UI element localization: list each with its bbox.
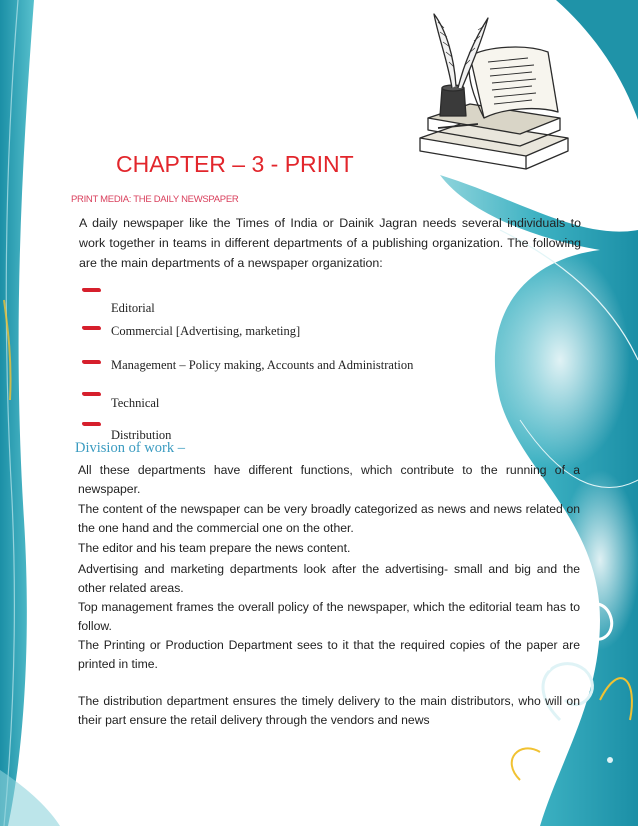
body-paragraph: The Printing or Production Department sees to it that the required copies of the paper are printed in time. xyxy=(78,638,580,671)
chapter-title: CHAPTER – 3 - PRINT xyxy=(116,151,354,177)
department-label: Distribution xyxy=(111,428,172,442)
body-paragraph: Top management frames the overall policy of the newspaper, which the editorial team has to follow. xyxy=(78,600,580,633)
body-paragraph: The content of the newspaper can be very broadly categorized as news and news related on the one hand and the commercial one on the other. xyxy=(78,502,580,535)
red-dash-bullet-icon xyxy=(82,422,101,426)
red-dash-bullet-icon xyxy=(82,360,101,364)
red-dash-bullet-icon xyxy=(82,326,101,330)
section-subtitle: PRINT MEDIA: THE DAILY NEWSPAPER xyxy=(71,194,239,205)
red-dash-bullet-icon xyxy=(82,288,101,292)
red-dash-bullet-icon xyxy=(82,392,101,396)
department-label: Management – Policy making, Accounts and Administration xyxy=(111,358,414,372)
body-paragraph: The editor and his team prepare the news content. xyxy=(78,541,351,555)
quill-inkpot-books-illustration xyxy=(408,6,578,176)
body-paragraph: The distribution department ensures the timely delivery to the main distributors, who will on their part ensure the retail delivery through the vendors and news xyxy=(78,694,580,727)
department-label: Technical xyxy=(111,396,160,410)
division-heading: Division of work – xyxy=(75,440,185,456)
department-label: Commercial [Advertising, marketing] xyxy=(111,324,301,338)
body-paragraph: All these departments have different functions, which contribute to the running of a newspaper. xyxy=(78,463,580,496)
department-label: Editorial xyxy=(111,301,155,315)
intro-paragraph: A daily newspaper like the Times of India or Dainik Jagran needs several individuals to work together in teams in different departments of a publishing organization. The following are the main departments of a newspaper organization: xyxy=(79,216,581,270)
body-paragraph: Advertising and marketing departments look after the advertising- small and big and the other related areas. xyxy=(78,562,580,595)
